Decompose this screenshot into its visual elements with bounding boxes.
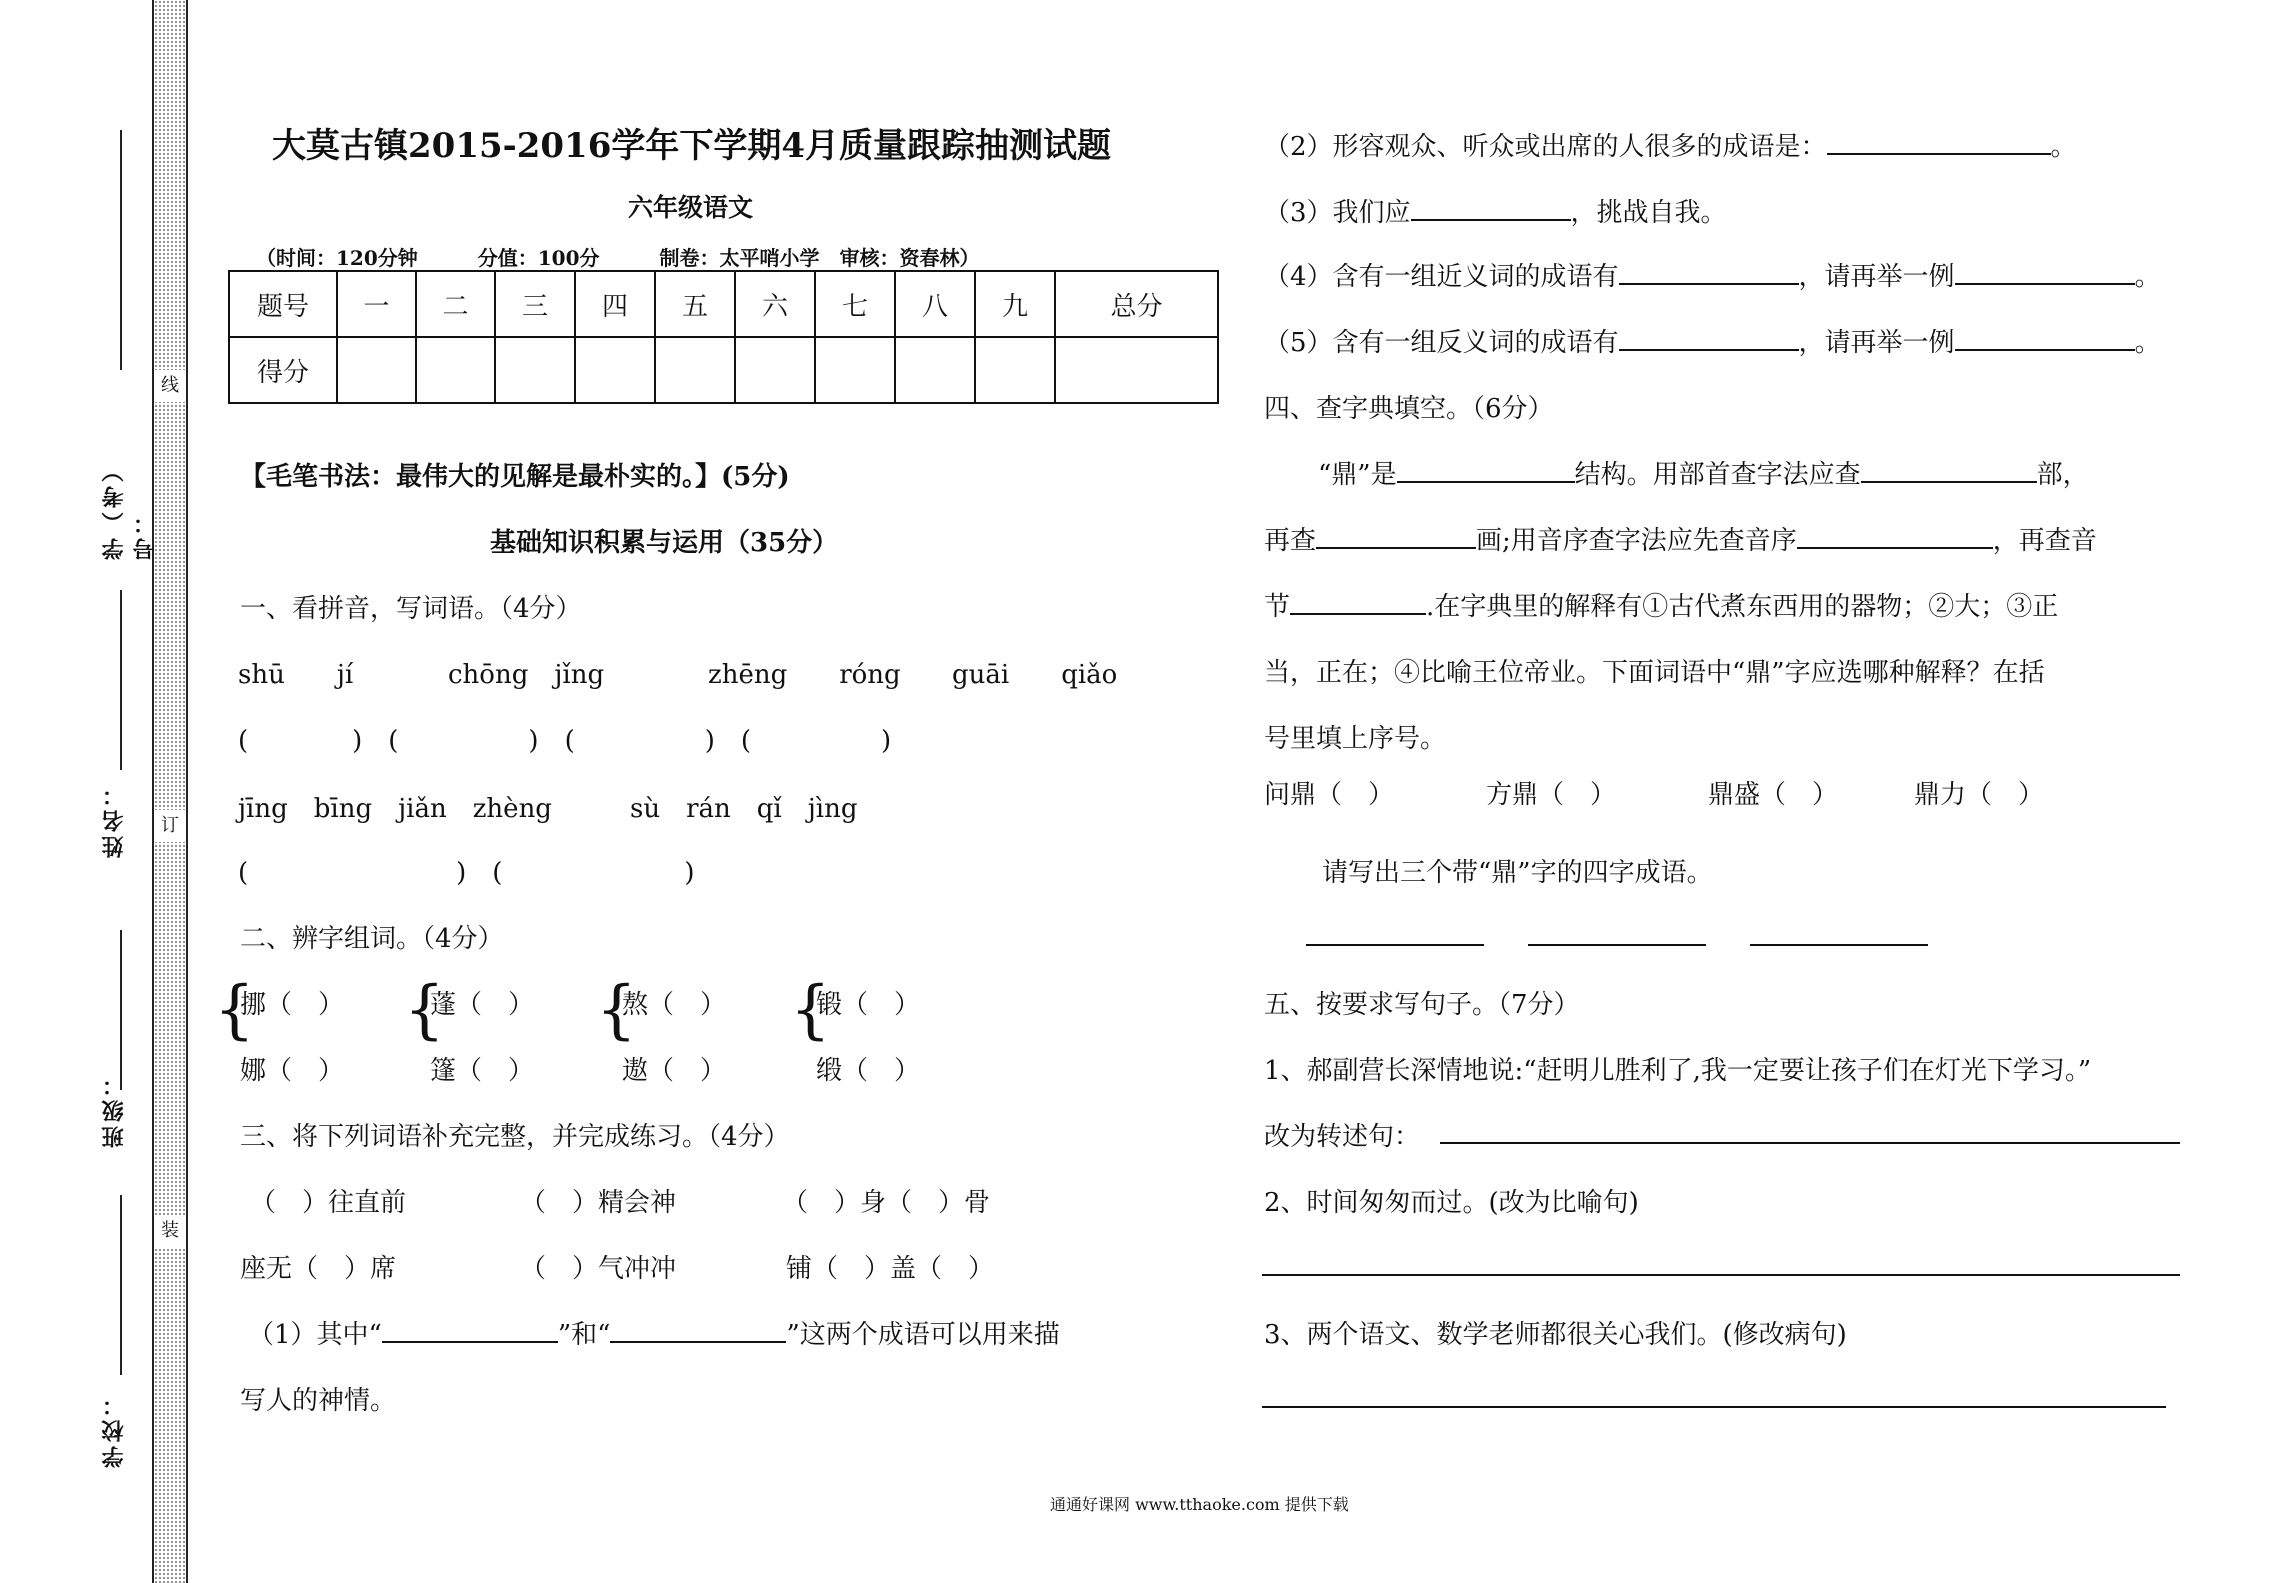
q3-sub3-text-a: （3）我们应	[1264, 198, 1411, 228]
q2-word[interactable]: 蓬（ ）	[430, 990, 535, 1020]
q4-line2-a: 再查	[1264, 526, 1317, 556]
score-cell: 题号	[229, 271, 337, 337]
q4-line3-b: .在字典里的解释有①古代煮东西用的器物；②大；③正	[1426, 592, 2059, 622]
q3-title: 三、将下列词语补充完整，并完成练习。（4分）	[240, 1122, 790, 1152]
exam-info: （时间：120分钟 分值：100分 制卷：太平哨小学 审核：资春林）	[256, 246, 980, 270]
q1-title: 一、看拼音，写词语。（4分）	[240, 594, 582, 624]
q4-line2	[1264, 520, 2097, 557]
q4-word[interactable]: 鼎盛（ ）	[1708, 780, 1839, 810]
q4-idiom-prompt: 请写出三个带“鼎”字的四字成语。	[1322, 858, 1713, 888]
score-input-cell[interactable]	[895, 337, 975, 403]
q3-sub4-text-b: ，请再举一例	[1798, 262, 1955, 292]
score-cell: 九	[975, 271, 1055, 337]
q4-line1	[1318, 454, 2089, 491]
q3-sub4-blank-2[interactable]	[1955, 261, 2135, 285]
q2-word[interactable]: 娜（ ）	[240, 1056, 345, 1086]
q3-sub5-text-a: （5）含有一组反义词的成语有	[1264, 328, 1619, 358]
score-input-cell[interactable]	[337, 337, 416, 403]
q5-item3-answer-line[interactable]	[1262, 1406, 2166, 1408]
q5-item1-answer-line[interactable]	[1440, 1142, 2180, 1144]
score-cell: 七	[815, 271, 895, 337]
name-line	[120, 590, 122, 770]
q3-idiom[interactable]: （ ）气冲冲	[520, 1254, 677, 1284]
q4-radical-blank[interactable]	[1861, 459, 2037, 483]
score-input-cell[interactable]	[416, 337, 495, 403]
pinyin-5: jīng bīng jiǎn zhèng	[238, 794, 552, 824]
q2-word[interactable]: 挪（ ）	[240, 990, 345, 1020]
q2-title: 二、辨字组词。（4分）	[240, 924, 504, 954]
q3-sub2-text: （2）形容观众、听众或出席的人很多的成语是：	[1264, 132, 1827, 162]
q2-word[interactable]: 熬（ ）	[622, 990, 727, 1020]
score-input-cell[interactable]	[975, 337, 1055, 403]
exam-title: 大莫古镇2015-2016学年下学期4月质量跟踪抽测试题	[272, 126, 1112, 166]
score-cell: 六	[735, 271, 815, 337]
section-title: 基础知识积累与运用（35分）	[490, 528, 839, 558]
score-table-header-row	[229, 271, 1218, 337]
pinyin-1: shū jí	[238, 660, 354, 690]
q3-sub1-text-b: ”和“	[557, 1320, 611, 1350]
q4-word[interactable]: 方鼎（ ）	[1486, 780, 1617, 810]
school-label: 学校：	[101, 1390, 127, 1468]
school-line	[120, 1195, 122, 1375]
student-id-line	[120, 130, 122, 370]
class-label: 班级：	[101, 1070, 127, 1148]
q3-sub2-blank[interactable]	[1827, 131, 2051, 155]
q3-sub5	[1264, 322, 2161, 359]
score-table	[228, 270, 1219, 404]
q3-idiom[interactable]: （ ）身（ ）骨	[782, 1188, 991, 1218]
brace-3: {	[596, 973, 637, 1047]
q3-sub1	[248, 1314, 1060, 1351]
q3-sub1-blank-2[interactable]	[610, 1319, 786, 1343]
score-cell: 得分	[229, 337, 337, 403]
class-field	[82, 1070, 142, 1150]
score-cell: 五	[655, 271, 735, 337]
score-input-cell[interactable]	[495, 337, 575, 403]
pinyin-2: chōng jǐng	[448, 660, 605, 690]
period: 。	[2134, 262, 2161, 292]
pinyin-4: guāi qiǎo	[952, 660, 1118, 690]
score-cell: 二	[416, 271, 495, 337]
score-table-score-row	[229, 337, 1218, 403]
q3-idiom[interactable]: 铺（ ）盖（ ）	[786, 1254, 995, 1284]
q3-sub1-text-c: ”这两个成语可以用来描	[786, 1320, 1060, 1350]
q2-word[interactable]: 锻（ ）	[816, 990, 921, 1020]
q3-sub1-text-a: （1）其中“	[248, 1320, 382, 1350]
q4-strokes-blank[interactable]	[1316, 525, 1476, 549]
q4-line2-b: 画;用音序查字法应先查音序	[1476, 526, 1797, 556]
subject-title: 六年级语文	[628, 193, 754, 222]
score-cell: 三	[495, 271, 575, 337]
period: 。	[2134, 328, 2161, 358]
q3-sub5-blank-2[interactable]	[1955, 327, 2135, 351]
q3-idiom[interactable]: （ ）往直前	[250, 1188, 407, 1218]
binding-mark-ding: 订	[155, 810, 185, 842]
class-line	[120, 930, 122, 1090]
calligraphy-instruction: 【毛笔书法：最伟大的见解是最朴实的。】(5分)	[240, 462, 790, 492]
brace-1: {	[214, 973, 255, 1047]
q4-word[interactable]: 鼎力（ ）	[1914, 780, 2045, 810]
q4-line3-a: 节	[1264, 592, 1291, 622]
q2-word[interactable]: 遨（ ）	[622, 1056, 727, 1086]
q3-sub3-blank[interactable]	[1411, 197, 1571, 221]
score-input-cell[interactable]	[815, 337, 895, 403]
pinyin-3: zhēng róng	[708, 660, 901, 690]
score-cell: 四	[575, 271, 655, 337]
brace-4: {	[790, 973, 831, 1047]
answer-parens-row2[interactable]: ( ) ( )	[238, 858, 695, 888]
q5-item2: 2、时间匆匆而过。(改为比喻句)	[1264, 1188, 1639, 1218]
pinyin-6: sù rán qǐ jìng	[630, 794, 858, 824]
q5-item1-instruction: 改为转述句：	[1264, 1122, 1421, 1152]
q4-word[interactable]: 问鼎（ ）	[1264, 780, 1395, 810]
binding-mark-zhuang: 装	[155, 1215, 185, 1247]
period: 。	[2050, 132, 2077, 162]
q4-line1-a: “鼎”是	[1318, 460, 1397, 490]
q5-item3: 3、两个语文、数学老师都很关心我们。(修改病句)	[1264, 1320, 1847, 1350]
q4-line1-b: 结构。用部首查字法应查	[1574, 460, 1861, 490]
brace-2: {	[404, 973, 445, 1047]
student-id-field	[82, 410, 158, 560]
score-input-cell[interactable]	[735, 337, 815, 403]
q3-idiom[interactable]: 座无（ ）席	[240, 1254, 397, 1284]
binding-mark-xian: 线	[155, 370, 185, 402]
q4-structure-blank[interactable]	[1397, 459, 1575, 483]
footer-source: 通通好课网 www.tthaoke.com 提供下载	[1050, 1495, 1349, 1514]
score-cell: 一	[337, 271, 416, 337]
q3-sub5-text-b: ，请再举一例	[1798, 328, 1955, 358]
q4-line4: 当，正在；④比喻王位帝业。下面词语中“鼎”字应选哪种解释？在括	[1264, 658, 2045, 688]
q5-item2-answer-line[interactable]	[1262, 1274, 2180, 1276]
q5-title: 五、按要求写句子。（7分）	[1264, 990, 1580, 1020]
q3-sub3	[1264, 192, 1727, 229]
answer-parens-row1[interactable]: ( ) ( ) ( ) ( )	[238, 726, 892, 756]
binding-strip	[152, 0, 188, 1583]
q3-idiom[interactable]: （ ）精会神	[520, 1188, 677, 1218]
q5-item1: 1、郝副营长深情地说:“赶明儿胜利了,我一定要让孩子们在灯光下学习。”	[1264, 1056, 2092, 1086]
q3-sub4-text-a: （4）含有一组近义词的成语有	[1264, 262, 1619, 292]
school-field	[82, 1390, 142, 1470]
score-input-cell[interactable]	[575, 337, 655, 403]
q4-line3	[1264, 586, 2058, 623]
q3-sub4-blank-1[interactable]	[1619, 261, 1799, 285]
q4-line2-c: ，再查音	[1992, 526, 2097, 556]
score-cell: 总分	[1055, 271, 1218, 337]
q4-idiom-blank-3[interactable]	[1750, 944, 1928, 946]
q4-syllable-blank[interactable]	[1290, 591, 1426, 615]
q4-idiom-blank-1[interactable]	[1306, 944, 1484, 946]
q3-sub1-cont: 写人的神情。	[240, 1386, 397, 1416]
q3-sub3-text-b: ，挑战自我。	[1570, 198, 1727, 228]
name-field	[82, 780, 142, 860]
name-label: 姓名：	[101, 780, 127, 858]
q4-line5: 号里填上序号。	[1264, 724, 1447, 754]
score-cell: 八	[895, 271, 975, 337]
q3-sub4	[1264, 256, 2161, 293]
q4-initial-blank[interactable]	[1797, 525, 1993, 549]
q2-word[interactable]: 缎（ ）	[816, 1056, 921, 1086]
q4-title: 四、查字典填空。（6分）	[1264, 394, 1554, 424]
q3-sub2	[1264, 126, 2077, 163]
q4-line1-c: 部，	[2036, 460, 2089, 490]
q4-idiom-blank-2[interactable]	[1528, 944, 1706, 946]
student-id-label: 学（考）号：	[101, 456, 158, 560]
score-input-cell[interactable]	[1055, 337, 1218, 403]
q3-sub5-blank-1[interactable]	[1619, 327, 1799, 351]
q3-sub1-blank-1[interactable]	[382, 1319, 558, 1343]
score-input-cell[interactable]	[655, 337, 735, 403]
q2-word[interactable]: 篷（ ）	[430, 1056, 535, 1086]
